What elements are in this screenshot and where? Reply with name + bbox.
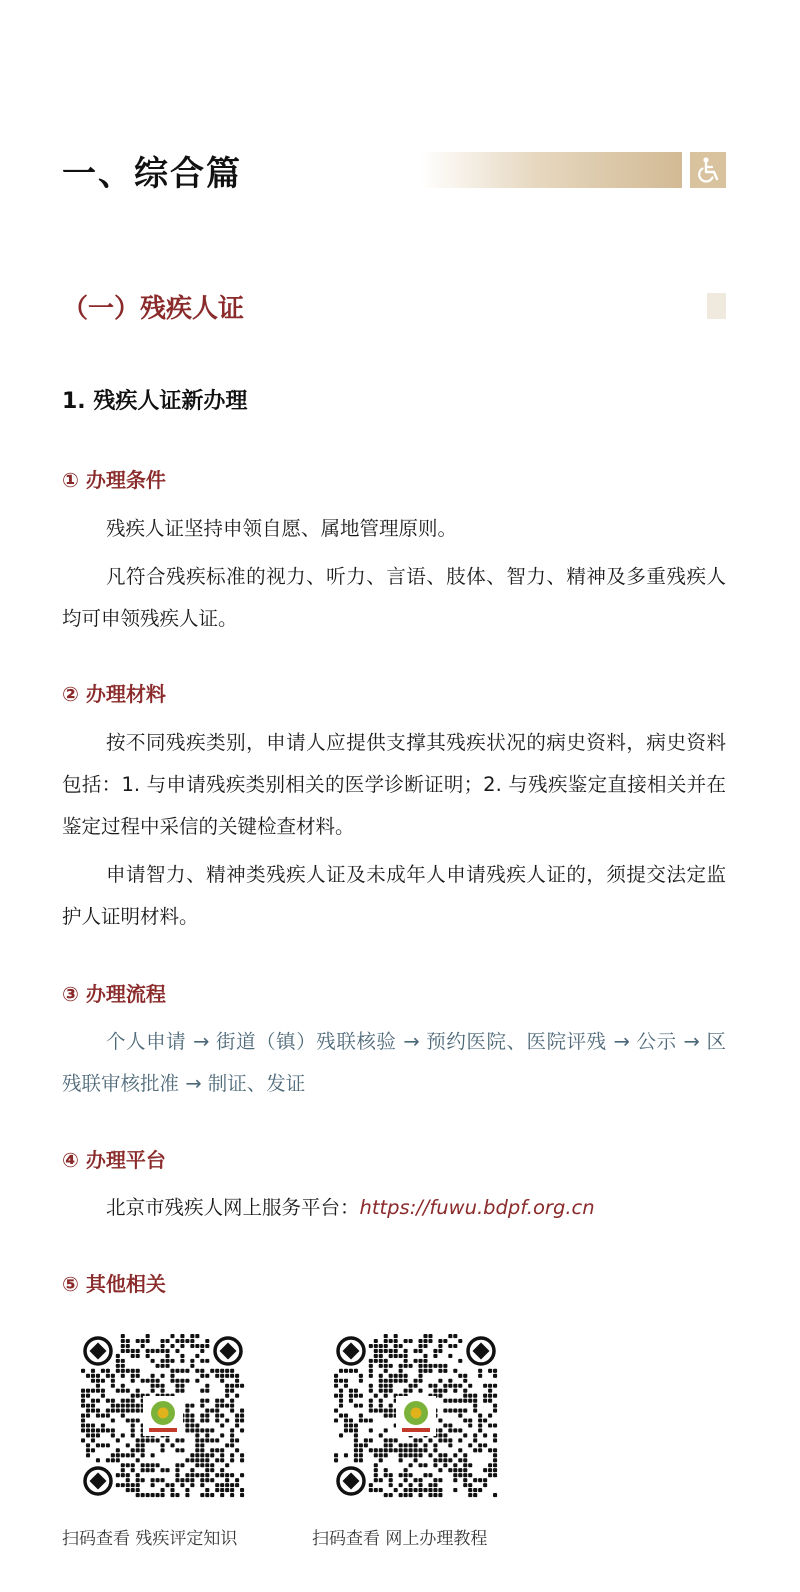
subsection-title: 1. 残疾人证新办理	[62, 389, 248, 414]
process-flow: 个人申请 → 街道（镇）残联核验 → 预约医院、医院评残 → 公示 → 区残联审核批准 → 制证、发证	[62, 1030, 726, 1095]
section-title: （一）残疾人证	[62, 294, 245, 324]
qr-code-icon[interactable]	[334, 1334, 498, 1498]
paragraph: 按不同残疾类别，申请人应提供支撑其残疾状况的病史资料，病史资料包括：1. 与申请残疾类别相关的医学诊断证明；2. 与残疾鉴定直接相关并在鉴定过程中采信的关键检查材料。	[62, 731, 726, 838]
qr-caption: 扫码查看 残疾评定知识	[62, 1529, 238, 1549]
item-title-other: ⑤ 其他相关	[62, 1272, 166, 1296]
section-decor-mark	[707, 293, 726, 319]
item-title-conditions: ① 办理条件	[62, 468, 166, 492]
paragraph: 申请智力、精神类残疾人证及未成年人申请残疾人证的，须提交法定监护人证明材料。	[62, 863, 726, 928]
item-title-materials: ② 办理材料	[62, 682, 166, 706]
paragraph: 凡符合残疾标准的视力、听力、言语、肢体、智力、精神及多重残疾人均可申领残疾人证。	[62, 565, 726, 630]
item-title-process: ③ 办理流程	[62, 982, 166, 1006]
paragraph: 残疾人证坚持申领自愿、属地管理原则。	[106, 517, 458, 540]
wheelchair-icon	[690, 152, 726, 188]
platform-label: 北京市残疾人网上服务平台：	[106, 1196, 360, 1219]
platform-line	[62, 1187, 726, 1229]
qr-caption: 扫码查看 网上办理教程	[312, 1529, 488, 1549]
platform-link[interactable]: https://fuwu.bdpf.org.cn	[359, 1196, 595, 1219]
chapter-decor-bar	[420, 152, 682, 188]
qr-code-icon[interactable]	[81, 1334, 245, 1498]
item-title-platform: ④ 办理平台	[62, 1148, 166, 1172]
chapter-title: 一、综合篇	[62, 154, 242, 194]
